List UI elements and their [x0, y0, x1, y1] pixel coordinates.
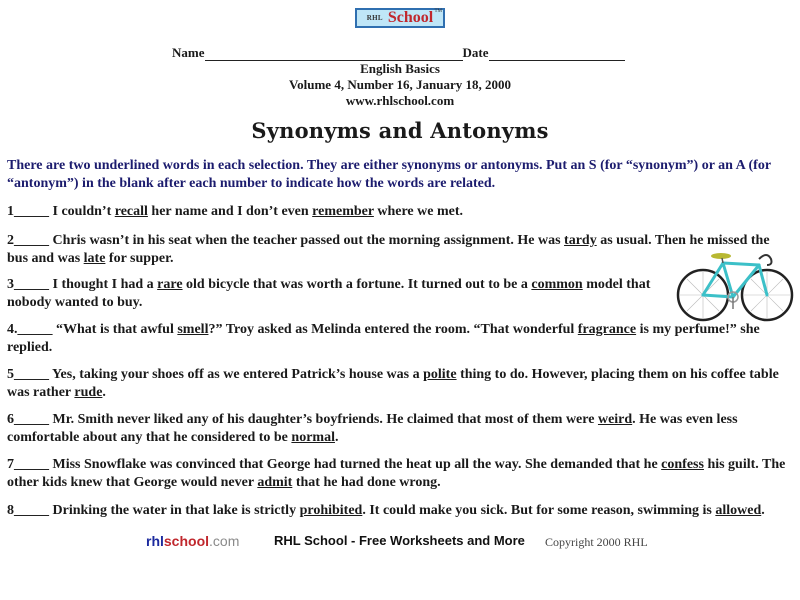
answer-blank[interactable]: _____ — [14, 277, 49, 292]
footer-rhlschool-logo[interactable] — [146, 533, 239, 549]
footer-tagline[interactable]: RHL School - Free Worksheets and More — [274, 533, 525, 548]
underlined-word: confess — [661, 457, 704, 472]
series-title: English Basics — [360, 61, 440, 76]
footer-logo-com: .com — [209, 533, 240, 549]
footer-logo-school: school — [163, 533, 210, 549]
name-label: Name — [172, 45, 205, 60]
website-url: www.rhlschool.com — [345, 93, 455, 108]
underlined-word: smell — [177, 322, 209, 337]
issue-info: Volume 4, Number 16, January 18, 2000 — [288, 77, 512, 92]
question-number: 5 — [7, 367, 14, 382]
footer-copyright: Copyright 2000 RHL — [545, 535, 648, 549]
underlined-word: remember — [312, 204, 374, 219]
answer-blank[interactable]: _____ — [14, 204, 49, 219]
answer-blank[interactable]: _____ — [14, 503, 49, 518]
page-title: Synonyms and Antonyms — [251, 118, 549, 143]
answer-blank[interactable]: _____ — [14, 457, 49, 472]
question-number: 7 — [7, 457, 14, 472]
underlined-word: fragrance — [577, 322, 637, 337]
answer-blank[interactable]: _____ — [14, 412, 49, 427]
question-3: 3_____ I thought I had a rare old bicycle that was worth a fortune. It turned out to be a common model that nobody wanted to buy. — [7, 277, 651, 310]
underlined-word: normal — [291, 430, 335, 445]
date-blank-line[interactable] — [489, 48, 625, 61]
logo-school-text: School — [387, 9, 434, 26]
underlined-word: common — [531, 277, 583, 292]
underlined-word: late — [83, 251, 106, 266]
logo-rhl-text: RHL — [366, 14, 383, 22]
question-number: 4. — [7, 322, 18, 337]
question-4: 4._____ “What is that awful smell?” Troy asked as Melinda entered the room. “That wonderful fragrance is my perfume!” she replied. — [7, 322, 760, 355]
underlined-word: recall — [114, 204, 148, 219]
name-date-row — [172, 45, 625, 61]
underlined-word: polite — [423, 367, 457, 382]
answer-blank[interactable]: _____ — [14, 367, 49, 382]
question-6: 6_____ Mr. Smith never liked any of his daughter’s boyfriends. He claimed that most of them were weird. He was even less comfortable about any that he considered to be normal. — [7, 412, 738, 445]
question-1: 1_____ I couldn’t recall her name and I don’t even remember where we met. — [7, 204, 464, 219]
question-5: 5_____ Yes, taking your shoes off as we entered Patrick’s house was a polite thing to do. However, placing them on his coffee table was rather rude. — [7, 367, 779, 400]
date-label: Date — [462, 45, 489, 60]
rhl-school-logo — [355, 8, 445, 28]
footer-logo-rhl: rhl — [146, 533, 164, 549]
question-number: 3 — [7, 277, 14, 292]
question-number: 8 — [7, 503, 14, 518]
underlined-word: rude — [74, 385, 103, 400]
question-number: 6 — [7, 412, 14, 427]
name-blank-line[interactable] — [205, 48, 463, 61]
underlined-word: admit — [257, 475, 293, 490]
underlined-word: prohibited — [299, 503, 363, 518]
question-2: 2_____ Chris wasn’t in his seat when the teacher passed out the morning assignment. He was tardy as usual. Then he missed the bus and was late for supper. — [7, 233, 770, 266]
underlined-word: tardy — [564, 233, 597, 248]
logo-tm-mark: TM — [434, 9, 442, 14]
question-8: 8_____ Drinking the water in that lake is strictly prohibited. It could make you sick. But for some reason, swimming is allowed. — [7, 503, 765, 518]
question-number: 2 — [7, 233, 14, 248]
instructions: There are two underlined words in each selection. They are either synonyms or antonyms. Put an S (for “synonym”) or an A (for “antonym”) in the blank after each number to indicate how the words are related. — [7, 158, 771, 191]
underlined-word: rare — [157, 277, 183, 292]
underlined-word: weird — [597, 412, 633, 427]
question-number: 1 — [7, 204, 14, 219]
answer-blank[interactable]: _____ — [17, 322, 53, 337]
underlined-word: allowed — [715, 503, 762, 518]
bicycle-icon — [675, 245, 795, 330]
answer-blank[interactable]: _____ — [14, 233, 49, 248]
question-7: 7_____ Miss Snowflake was convinced that George had turned the heat up all the way. She demanded that he confess his guilt. The other kids knew that George would never admit that he had done wrong. — [7, 457, 786, 490]
